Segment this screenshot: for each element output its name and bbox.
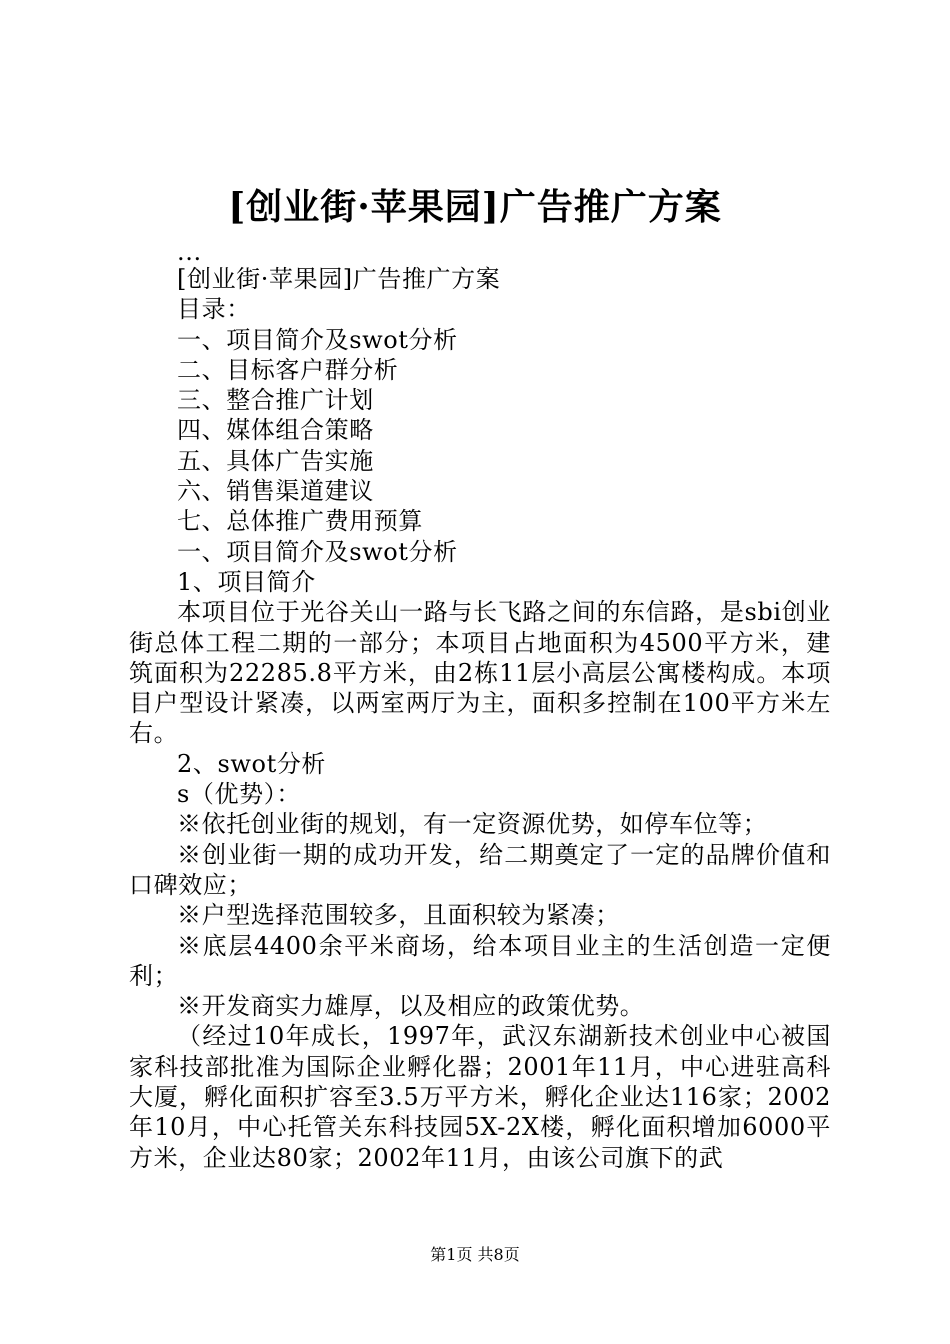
toc-item: 七、总体推广费用预算	[177, 507, 423, 536]
strength-item: ※依托创业街的规划，有一定资源优势，如停车位等；	[177, 810, 768, 839]
toc-item: 二、目标客户群分析	[177, 355, 399, 384]
toc-item: 四、媒体组合策略	[177, 416, 374, 445]
section-heading: 一、项目简介及swot分析	[177, 537, 458, 566]
history-paragraph: （经过10年成长，1997年，武汉东湖新技术创业中心被国家科技部批准为国际企业孵化器；2001年11月，中心进驻高科大厦，孵化面积扩容至3.5万平方米，孵化企业达116家；2002年10月，中心托管关东科技园5X-2X楼，孵化面积增加6000平方米，企业达80家；2002年11月，由该公司旗下的武	[129, 1022, 831, 1172]
subsection-heading: 2、swot分析	[177, 749, 327, 778]
toc-item: 三、整合推广计划	[177, 386, 374, 415]
page-footer: 第1页 共8页	[430, 1245, 520, 1264]
strength-item: ※创业街一期的成功开发，给二期奠定了一定的品牌价值和口碑效应；	[129, 840, 831, 899]
toc-item: 一、项目简介及swot分析	[177, 325, 458, 354]
subsection-heading: 1、项目简介	[177, 567, 316, 596]
ellipsis: ...	[177, 238, 202, 266]
toc-label: 目录：	[177, 295, 251, 324]
strength-item: ※开发商实力雄厚，以及相应的政策优势。	[177, 992, 645, 1021]
document-body	[129, 240, 831, 1173]
strength-label: s（优势）：	[177, 780, 301, 809]
toc-item: 六、销售渠道建议	[177, 477, 374, 506]
strength-item: ※户型选择范围较多，且面积较为紧凑；	[177, 901, 620, 930]
intro-paragraph: 本项目位于光谷关山一路与长飞路之间的东信路，是sbi创业街总体工程二期的一部分；本项目占地面积为4500平方米，建筑面积为22285.8平方米，由2栋11层小高层公寓楼构成。本项目户型设计紧凑，以两室两厅为主，面积多控制在100平方米左右。	[129, 598, 831, 748]
toc-item: 五、具体广告实施	[177, 446, 374, 475]
strength-item: ※底层4400余平米商场，给本项目业主的生活创造一定便利；	[129, 931, 831, 990]
document-title: [创业街·苹果园]广告推广方案	[228, 186, 722, 228]
subtitle: [创业街·苹果园]广告推广方案	[177, 265, 501, 293]
